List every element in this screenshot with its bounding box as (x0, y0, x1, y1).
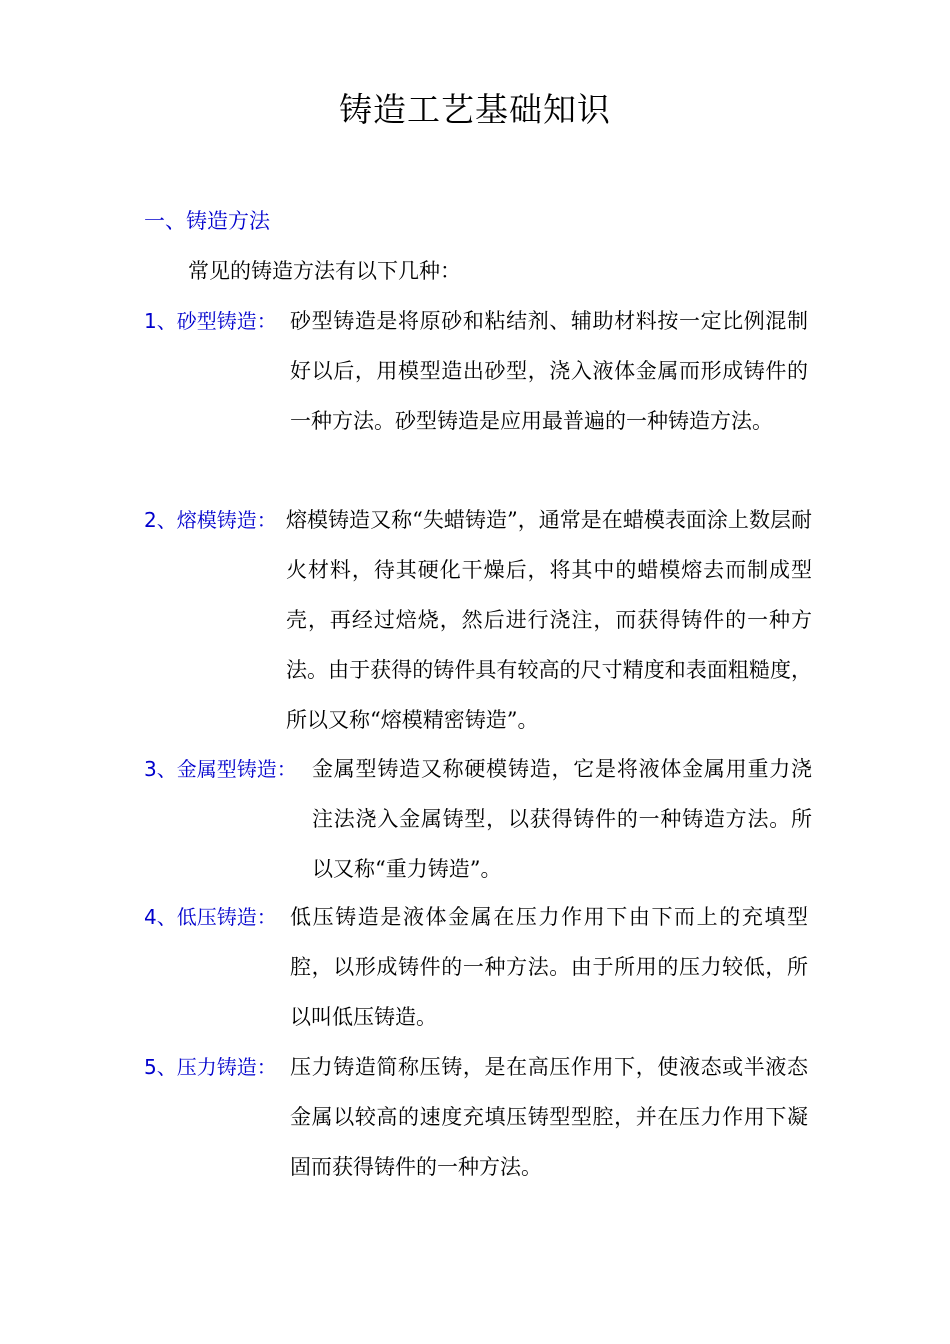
method-description: 熔模铸造又称“失蜡铸造”，通常是在蜡模表面涂上数层耐火材料，待其硬化干燥后，将其中的蜡模熔去而制成型壳，再经过焙烧，然后进行浇注，而获得铸件的一种方法。由于获得的铸件具有较高的尺寸精度和表面粗糙度，所以又称“熔模精密铸造”。 (286, 508, 812, 732)
method-description: 砂型铸造是将原砂和粘结剂、辅助材料按一定比例混制好以后，用模型造出砂型，浇入液体金属而形成铸件的一种方法。砂型铸造是应用最普遍的一种铸造方法。 (290, 309, 808, 433)
method-description: 低压铸造是液体金属在压力作用下由下而上的充填型腔，以形成铸件的一种方法。由于所用的压力较低，所以叫低压铸造。 (290, 905, 808, 1029)
method-label: 2、熔模铸造： (144, 508, 277, 532)
method-label: 3、金属型铸造： (144, 757, 297, 781)
method-description: 压力铸造简称压铸，是在高压作用下，使液态或半液态金属以较高的速度充填压铸型型腔，并在压力作用下凝固而获得铸件的一种方法。 (290, 1055, 808, 1179)
method-label: 5、压力铸造： (144, 1055, 277, 1079)
method-label: 4、低压铸造： (144, 905, 277, 929)
section-heading: 一、铸造方法 (144, 209, 270, 233)
section-intro: 常见的铸造方法有以下几种： (188, 259, 461, 283)
method-label: 1、砂型铸造： (144, 309, 277, 333)
page-title: 铸造工艺基础知识 (339, 90, 611, 129)
method-description: 金属型铸造又称硬模铸造，它是将液体金属用重力浇注法浇入金属铸型，以获得铸件的一种铸造方法。所以又称“重力铸造”。 (312, 757, 812, 881)
